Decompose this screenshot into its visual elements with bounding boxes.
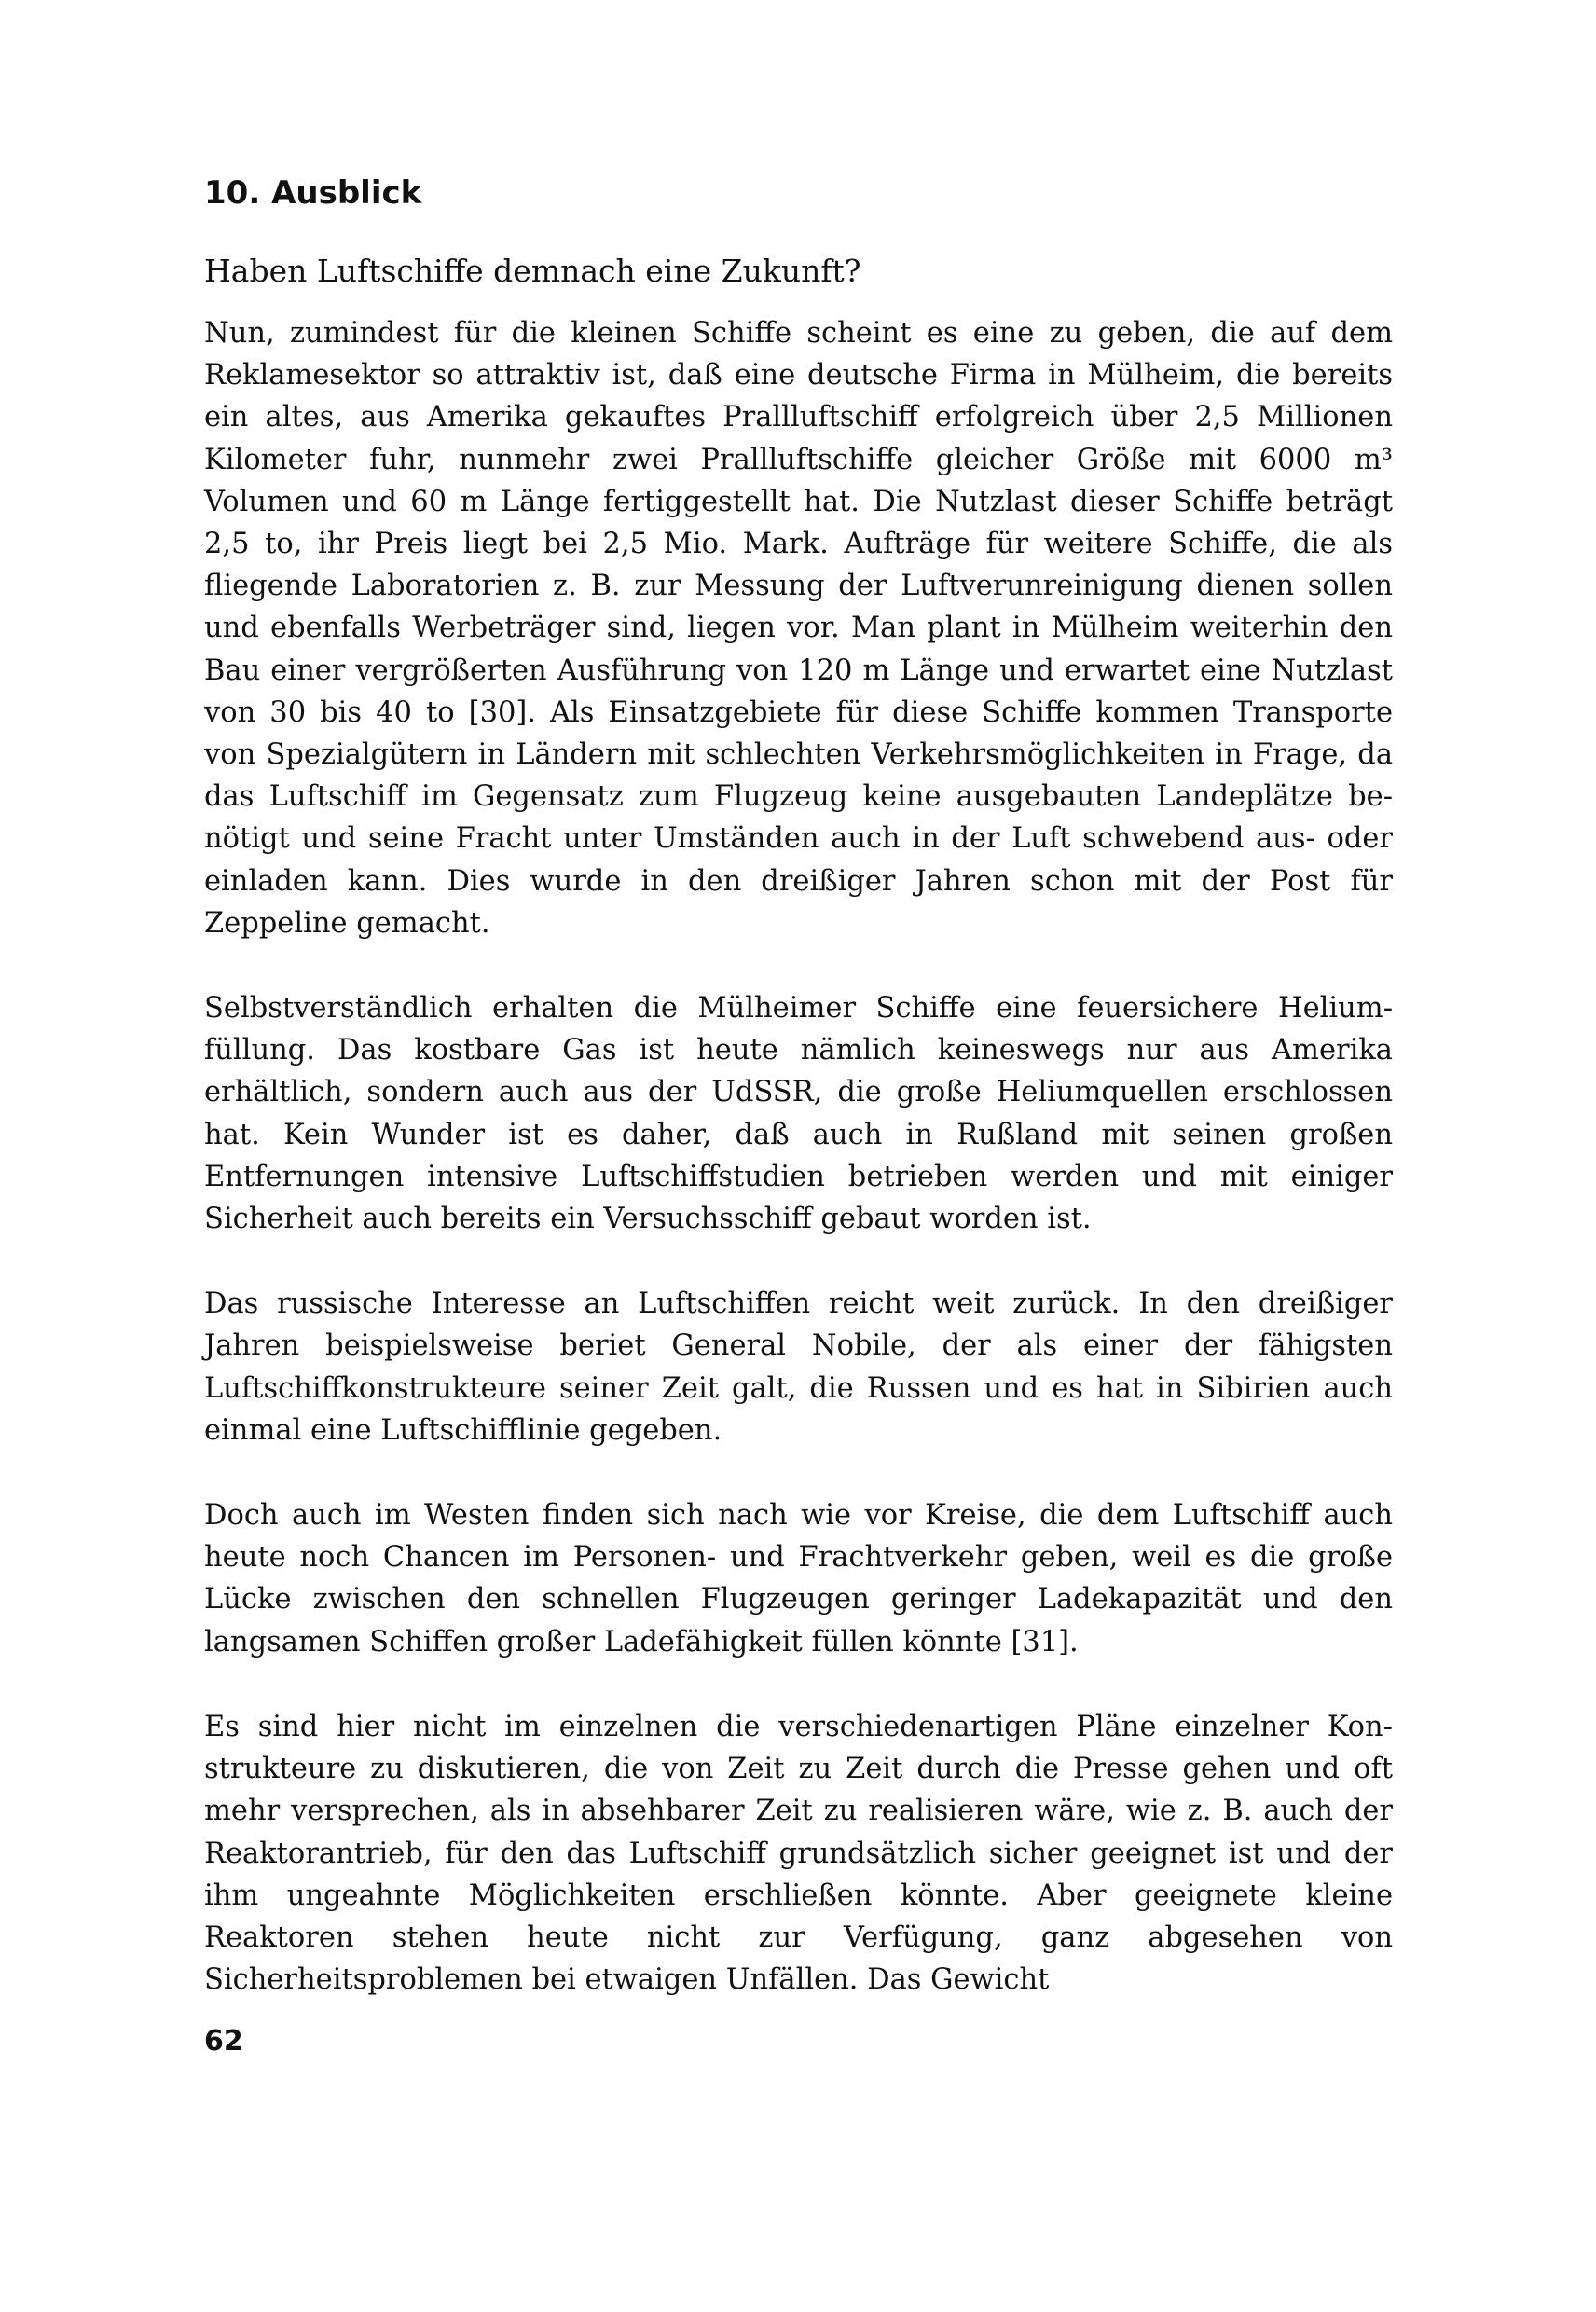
page-body bbox=[204, 172, 1393, 2001]
paragraph-reactor: Es sind hier nicht im einzelnen die verschiedenartigen Pläne einzelner Konstrukteure zu diskutieren, die von Zeit zu Zeit durch die Presse gehen und oft mehr versprechen, als in absehbarer Zeit zu realisieren wäre, wie z. B. auch der Reaktorantrieb, für den das Luftschiff grundsätzlich sicher geeignet ist und der ihm ungeahnte Möglichkeiten erschließen könnte. Aber geeignete kleine Reaktoren stehen heute nicht zur Verfügung, ganz abgesehen von Sicherheitsproblemen bei etwaigen Unfällen. Das Gewicht bbox=[204, 1710, 1393, 1997]
paragraph-helium: Selbstverständlich erhalten die Mülheimer Schiffe eine feuersichere Heliumfüllung. Das kostbare Gas ist heute nämlich keineswegs nur aus Amerika erhältlich, sondern auch aus der UdSSR, die große Heliumquellen erschlossen hat. Kein Wunder ist es daher, daß auch in Rußland mit seinen großen Entfernungen intensive Luftschiffstudien betrieben werden und mit einiger Sicherheit auch bereits ein Versuchsschiff gebaut worden ist. bbox=[204, 992, 1393, 1236]
paragraph-russian-interest: Das russische Interesse an Luftschiffen reicht weit zurück. In den dreißiger Jahren beispielsweise beriet General Nobile, der als einer der fähigsten Luftschiffkonstrukteure seiner Zeit galt, die Russen und es hat in Sibirien auch einmal eine Luftschifflinie gegeben. bbox=[204, 1287, 1393, 1447]
paragraph-west: Doch auch im Westen finden sich nach wie vor Kreise, die dem Luftschiff auch heute noch Chancen im Personen- und Frachtverkehr geben, weil es die große Lücke zwischen den schnellen Flugzeugen geringer Ladekapazität und den langsamen Schiffen großer Ladefähigkeit füllen könnte [31]. bbox=[204, 1499, 1393, 1658]
page-number: 62 bbox=[204, 2025, 243, 2057]
paragraph-airship-future: Nun, zumindest für die kleinen Schiffe scheint es eine zu geben, die auf dem Reklamesektor so attraktiv ist, daß eine deutsche Firma in Mülheim, die bereits ein altes, aus Amerika gekauftes Prallluftschiff erfolgreich über 2,5 Millionen Kilometer fuhr, nunmehr zwei Prallluftschiffe gleicher Größe mit 6000 m³ Volumen und 60 m Länge fertiggestellt hat. Die Nutzlast dieser Schiffe beträgt 2,5 to, ihr Preis liegt bei 2,5 Mio. Mark. Aufträge für weitere Schiffe, die als fliegende Laboratorien z. B. zur Messung der Luftverunreinigung dienen sollen und ebenfalls Werbeträger sind, liegen vor. Man plant in Mülheim weiterhin den Bau einer vergrößerten Ausführung von 120 m Länge und erwartet eine Nutzlast von 30 bis 40 to [30]. Als Einsatzgebiete für diese Schiffe kommen Transporte von Spezialgütern in Ländern mit schlechten Verkehrsmöglichkeiten in Frage, da das Luftschiff im Gegensatz zum Flugzeug keine ausgebauten Landeplätze benötigt und seine Fracht unter Umständen auch in der Luft schwebend aus- oder einladen kann. Dies wurde in den dreißiger Jahren schon mit der Post für Zeppeline gemacht. bbox=[204, 317, 1393, 940]
section-heading: 10. Ausblick bbox=[204, 174, 422, 212]
section-question: Haben Luftschiffe demnach eine Zukunft? bbox=[204, 253, 861, 289]
